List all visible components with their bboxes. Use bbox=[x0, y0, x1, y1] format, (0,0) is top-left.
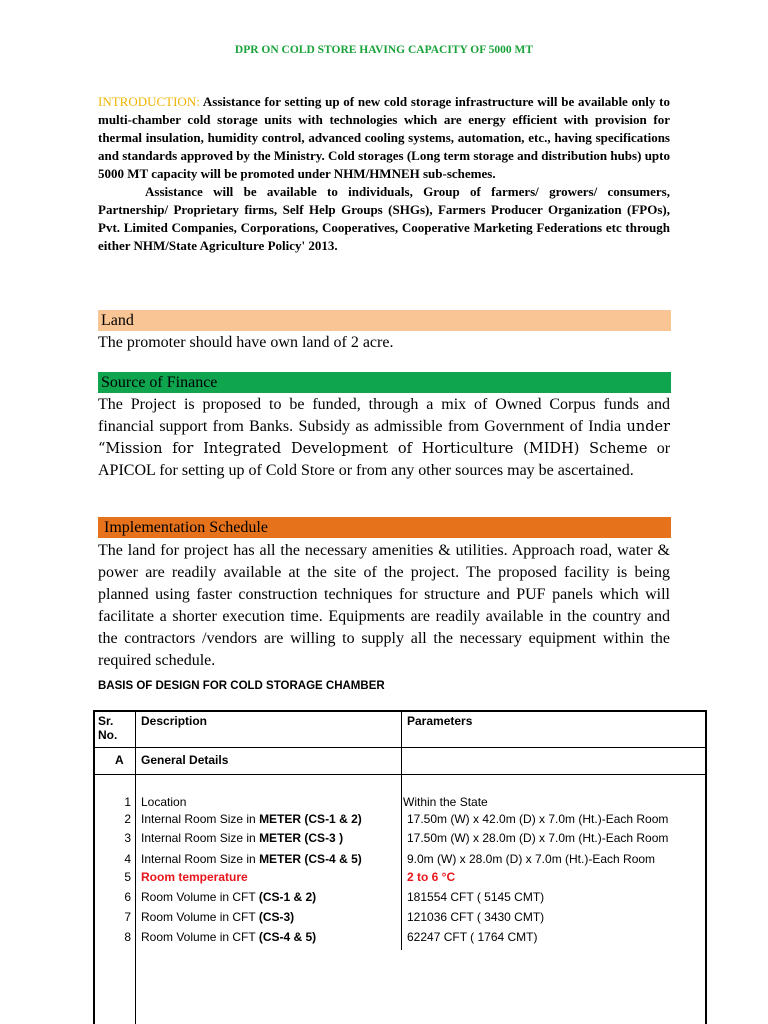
introduction-label: INTRODUCTION: bbox=[98, 94, 200, 109]
introduction-section bbox=[98, 93, 670, 255]
design-basis-table bbox=[93, 710, 707, 1024]
land-text: The promoter should have own land of 2 acre. bbox=[98, 334, 394, 351]
row-6-no: 6 bbox=[124, 890, 131, 904]
finance-midh-scheme: under “Mission for Integrated Development of Horticulture (MIDH) Scheme bbox=[98, 419, 671, 457]
table-border-right bbox=[705, 710, 707, 1024]
row-1-parameter: Within the State bbox=[403, 795, 488, 809]
finance-text-a: The Project is proposed to be funded, through a mix of Owned Corpus funds and financial support from Banks. Subsidy as admissible from Government of India bbox=[98, 396, 670, 435]
row-2-no: 2 bbox=[124, 812, 131, 826]
finance-paragraph bbox=[98, 394, 670, 482]
table-border-top bbox=[93, 710, 707, 712]
row-1-description: Location bbox=[141, 795, 187, 809]
row-6-parameter: 181554 CFT ( 5145 CMT) bbox=[407, 890, 545, 904]
introduction-paragraph-2: Assistance will be available to individuals, Group of farmers/ growers/ consumers, Partnership/ Proprietary firms, Self Help Groups (SHGs), Farmers Producer Organization (FPOs), Pvt. Limited Companies, Corporations, Cooperatives, Cooperative Marketing Federations etc through either NHM/State Agriculture Policy' 2013. bbox=[98, 184, 670, 253]
section-letter: A bbox=[115, 753, 124, 767]
row-3-parameter: 17.50m (W) x 28.0m (D) x 7.0m (Ht.)-Each Room bbox=[407, 831, 669, 845]
table-divider-col2 bbox=[401, 710, 402, 950]
row-8-parameter: 62247 CFT ( 1764 CMT) bbox=[407, 930, 538, 944]
row-8-no: 8 bbox=[124, 930, 131, 944]
row-4-parameter: 9.0m (W) x 28.0m (D) x 7.0m (Ht.)-Each Room bbox=[407, 852, 656, 866]
finance-text-b: or APICOL for setting up of Cold Store or from any other sources may be ascertained. bbox=[98, 440, 671, 479]
row-8-description: Room Volume in CFT (CS-4 & 5) bbox=[141, 930, 317, 944]
row-1-no: 1 bbox=[124, 795, 131, 809]
table-divider-col1 bbox=[135, 710, 136, 1024]
section-name: General Details bbox=[141, 753, 229, 767]
header-srno: Sr. No. bbox=[98, 714, 118, 742]
table-divider-section bbox=[93, 774, 707, 775]
header-description: Description bbox=[141, 714, 208, 728]
table-divider-header bbox=[93, 747, 707, 748]
row-7-no: 7 bbox=[124, 910, 131, 924]
row-5-no: 5 bbox=[124, 870, 131, 884]
table-border-left bbox=[93, 710, 95, 1024]
row-7-description: Room Volume in CFT (CS-3) bbox=[141, 910, 295, 924]
row-6-description: Room Volume in CFT (CS-1 & 2) bbox=[141, 890, 317, 904]
implementation-heading: Implementation Schedule bbox=[98, 517, 671, 538]
row-5-parameter: 2 to 6 °C bbox=[407, 870, 456, 884]
row-2-parameter: 17.50m (W) x 42.0m (D) x 7.0m (Ht.)-Each Room bbox=[407, 812, 669, 826]
row-5-description: Room temperature bbox=[141, 870, 248, 884]
document-title: DPR ON COLD STORE HAVING CAPACITY OF 5000 MT bbox=[234, 44, 534, 56]
header-parameters: Parameters bbox=[407, 714, 473, 728]
introduction-paragraph-1 bbox=[98, 93, 670, 183]
implementation-text: The land for project has all the necessary amenities & utilities. Approach road, water & power are readily available at the site of the project. The proposed facility is being planned using faster construction techniques for structure and PUF panels which will facilitate a shorter execution time. Equipments are readily available in the country and the contractors /vendors are willing to supply all the necessary equipment within the required schedule. bbox=[98, 542, 670, 669]
introduction-text: Assistance for setting up of new cold storage infrastructure will be available only to multi-chamber cold storage units with technologies which are energy efficient with provision for thermal insulation, humidity control, advanced cooling systems, automation, etc., having specifications and standards approved by the Ministry. Cold storages (Long term storage and distribution hubs) upto 5000 MT capacity will be promoted under NHM/HMNEH sub-schemes. bbox=[98, 94, 670, 181]
row-3-description: Internal Room Size in METER (CS-3 ) bbox=[141, 831, 344, 845]
basis-of-design-title: BASIS OF DESIGN FOR COLD STORAGE CHAMBER bbox=[98, 680, 385, 692]
row-7-parameter: 121036 CFT ( 3430 CMT) bbox=[407, 910, 545, 924]
row-3-no: 3 bbox=[124, 831, 131, 845]
row-4-no: 4 bbox=[124, 852, 131, 866]
row-2-description: Internal Room Size in METER (CS-1 & 2) bbox=[141, 812, 362, 826]
row-4-description: Internal Room Size in METER (CS-4 & 5) bbox=[141, 852, 362, 866]
finance-heading: Source of Finance bbox=[98, 372, 671, 393]
land-heading: Land bbox=[98, 310, 671, 331]
